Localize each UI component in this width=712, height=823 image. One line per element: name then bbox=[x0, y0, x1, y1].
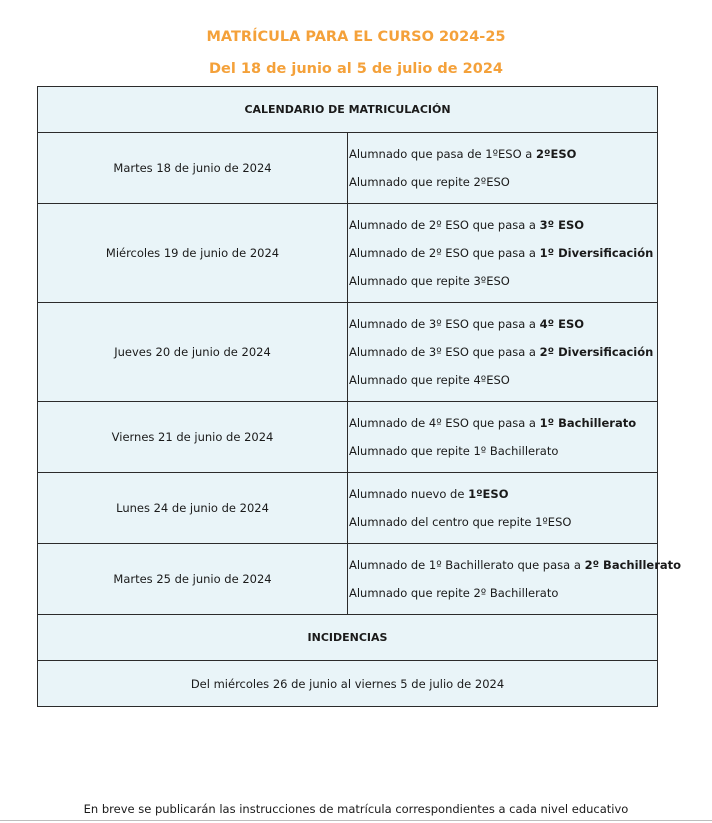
list-item bbox=[349, 487, 657, 501]
list-item bbox=[349, 586, 657, 600]
list-item bbox=[349, 218, 657, 232]
row-date: Martes 25 de junio de 2024 bbox=[38, 544, 348, 615]
row-items bbox=[348, 303, 658, 402]
table-heading-row bbox=[38, 87, 658, 133]
list-item bbox=[349, 444, 657, 458]
item-text: Alumnado que repite 2º Bachillerato bbox=[349, 586, 559, 600]
row-items bbox=[348, 204, 658, 303]
row-date: Lunes 24 de junio de 2024 bbox=[38, 473, 348, 544]
item-course: 1ºESO bbox=[468, 487, 509, 501]
list-item bbox=[349, 416, 657, 430]
row-date: Jueves 20 de junio de 2024 bbox=[38, 303, 348, 402]
list-item bbox=[349, 147, 657, 161]
row-items bbox=[348, 544, 682, 615]
item-course: 1º Bachillerato bbox=[539, 416, 637, 430]
item-course: 2º Diversificación bbox=[539, 345, 654, 359]
item-course: 4º ESO bbox=[539, 317, 585, 331]
incidencias-heading-row bbox=[38, 615, 658, 661]
footer-note: En breve se publicarán las instrucciones de matrícula correspondientes a cada nivel educativo bbox=[83, 802, 629, 816]
list-item bbox=[349, 317, 657, 331]
row-items bbox=[348, 473, 658, 544]
item-text: Alumnado que repite 1º Bachillerato bbox=[349, 444, 559, 458]
enrollment-calendar-table bbox=[37, 86, 682, 707]
incidencias-dates: Del miércoles 26 de junio al viernes 5 de julio de 2024 bbox=[38, 661, 658, 707]
list-item bbox=[349, 515, 657, 529]
page-subtitle: Del 18 de junio al 5 de julio de 2024 bbox=[208, 61, 504, 77]
list-item bbox=[349, 274, 657, 288]
item-text: Alumnado de 2º ESO que pasa a bbox=[349, 246, 540, 260]
item-text: Alumnado de 3º ESO que pasa a bbox=[349, 345, 540, 359]
table-row bbox=[38, 204, 658, 303]
incidencias-heading: INCIDENCIAS bbox=[38, 615, 658, 661]
row-date: Martes 18 de junio de 2024 bbox=[38, 133, 348, 204]
row-items bbox=[348, 133, 658, 204]
row-date: Miércoles 19 de junio de 2024 bbox=[38, 204, 348, 303]
list-item bbox=[349, 373, 657, 387]
item-text: Alumnado de 2º ESO que pasa a bbox=[349, 218, 540, 232]
incidencias-row bbox=[38, 661, 658, 707]
row-date: Viernes 21 de junio de 2024 bbox=[38, 402, 348, 473]
item-text: Alumnado que pasa de 1ºESO a bbox=[349, 147, 536, 161]
item-text: Alumnado que repite 4ºESO bbox=[349, 373, 510, 387]
table-row bbox=[38, 303, 658, 402]
table-row bbox=[38, 473, 658, 544]
item-text: Alumnado del centro que repite 1ºESO bbox=[349, 515, 572, 529]
list-item bbox=[349, 558, 682, 572]
item-course: 1º Diversificación bbox=[539, 246, 654, 260]
item-text: Alumnado que repite 2ºESO bbox=[349, 175, 510, 189]
bottom-divider bbox=[0, 820, 712, 821]
item-course: 2ºESO bbox=[535, 147, 577, 161]
table-row bbox=[38, 133, 658, 204]
item-course: 3º ESO bbox=[539, 218, 585, 232]
list-item bbox=[349, 246, 657, 260]
row-items bbox=[348, 402, 658, 473]
table-row bbox=[38, 544, 658, 615]
item-text: Alumnado de 1º Bachillerato que pasa a bbox=[349, 558, 585, 572]
table-row bbox=[38, 402, 658, 473]
item-course: 2º Bachillerato bbox=[584, 558, 682, 572]
item-text: Alumnado de 4º ESO que pasa a bbox=[349, 416, 540, 430]
page-title: MATRÍCULA PARA EL CURSO 2024-25 bbox=[206, 29, 506, 45]
item-text: Alumnado que repite 3ºESO bbox=[349, 274, 510, 288]
calendar-heading: CALENDARIO DE MATRICULACIÓN bbox=[38, 87, 658, 133]
item-text: Alumnado de 3º ESO que pasa a bbox=[349, 317, 540, 331]
list-item bbox=[349, 345, 657, 359]
list-item bbox=[349, 175, 657, 189]
item-text: Alumnado nuevo de bbox=[349, 487, 469, 501]
